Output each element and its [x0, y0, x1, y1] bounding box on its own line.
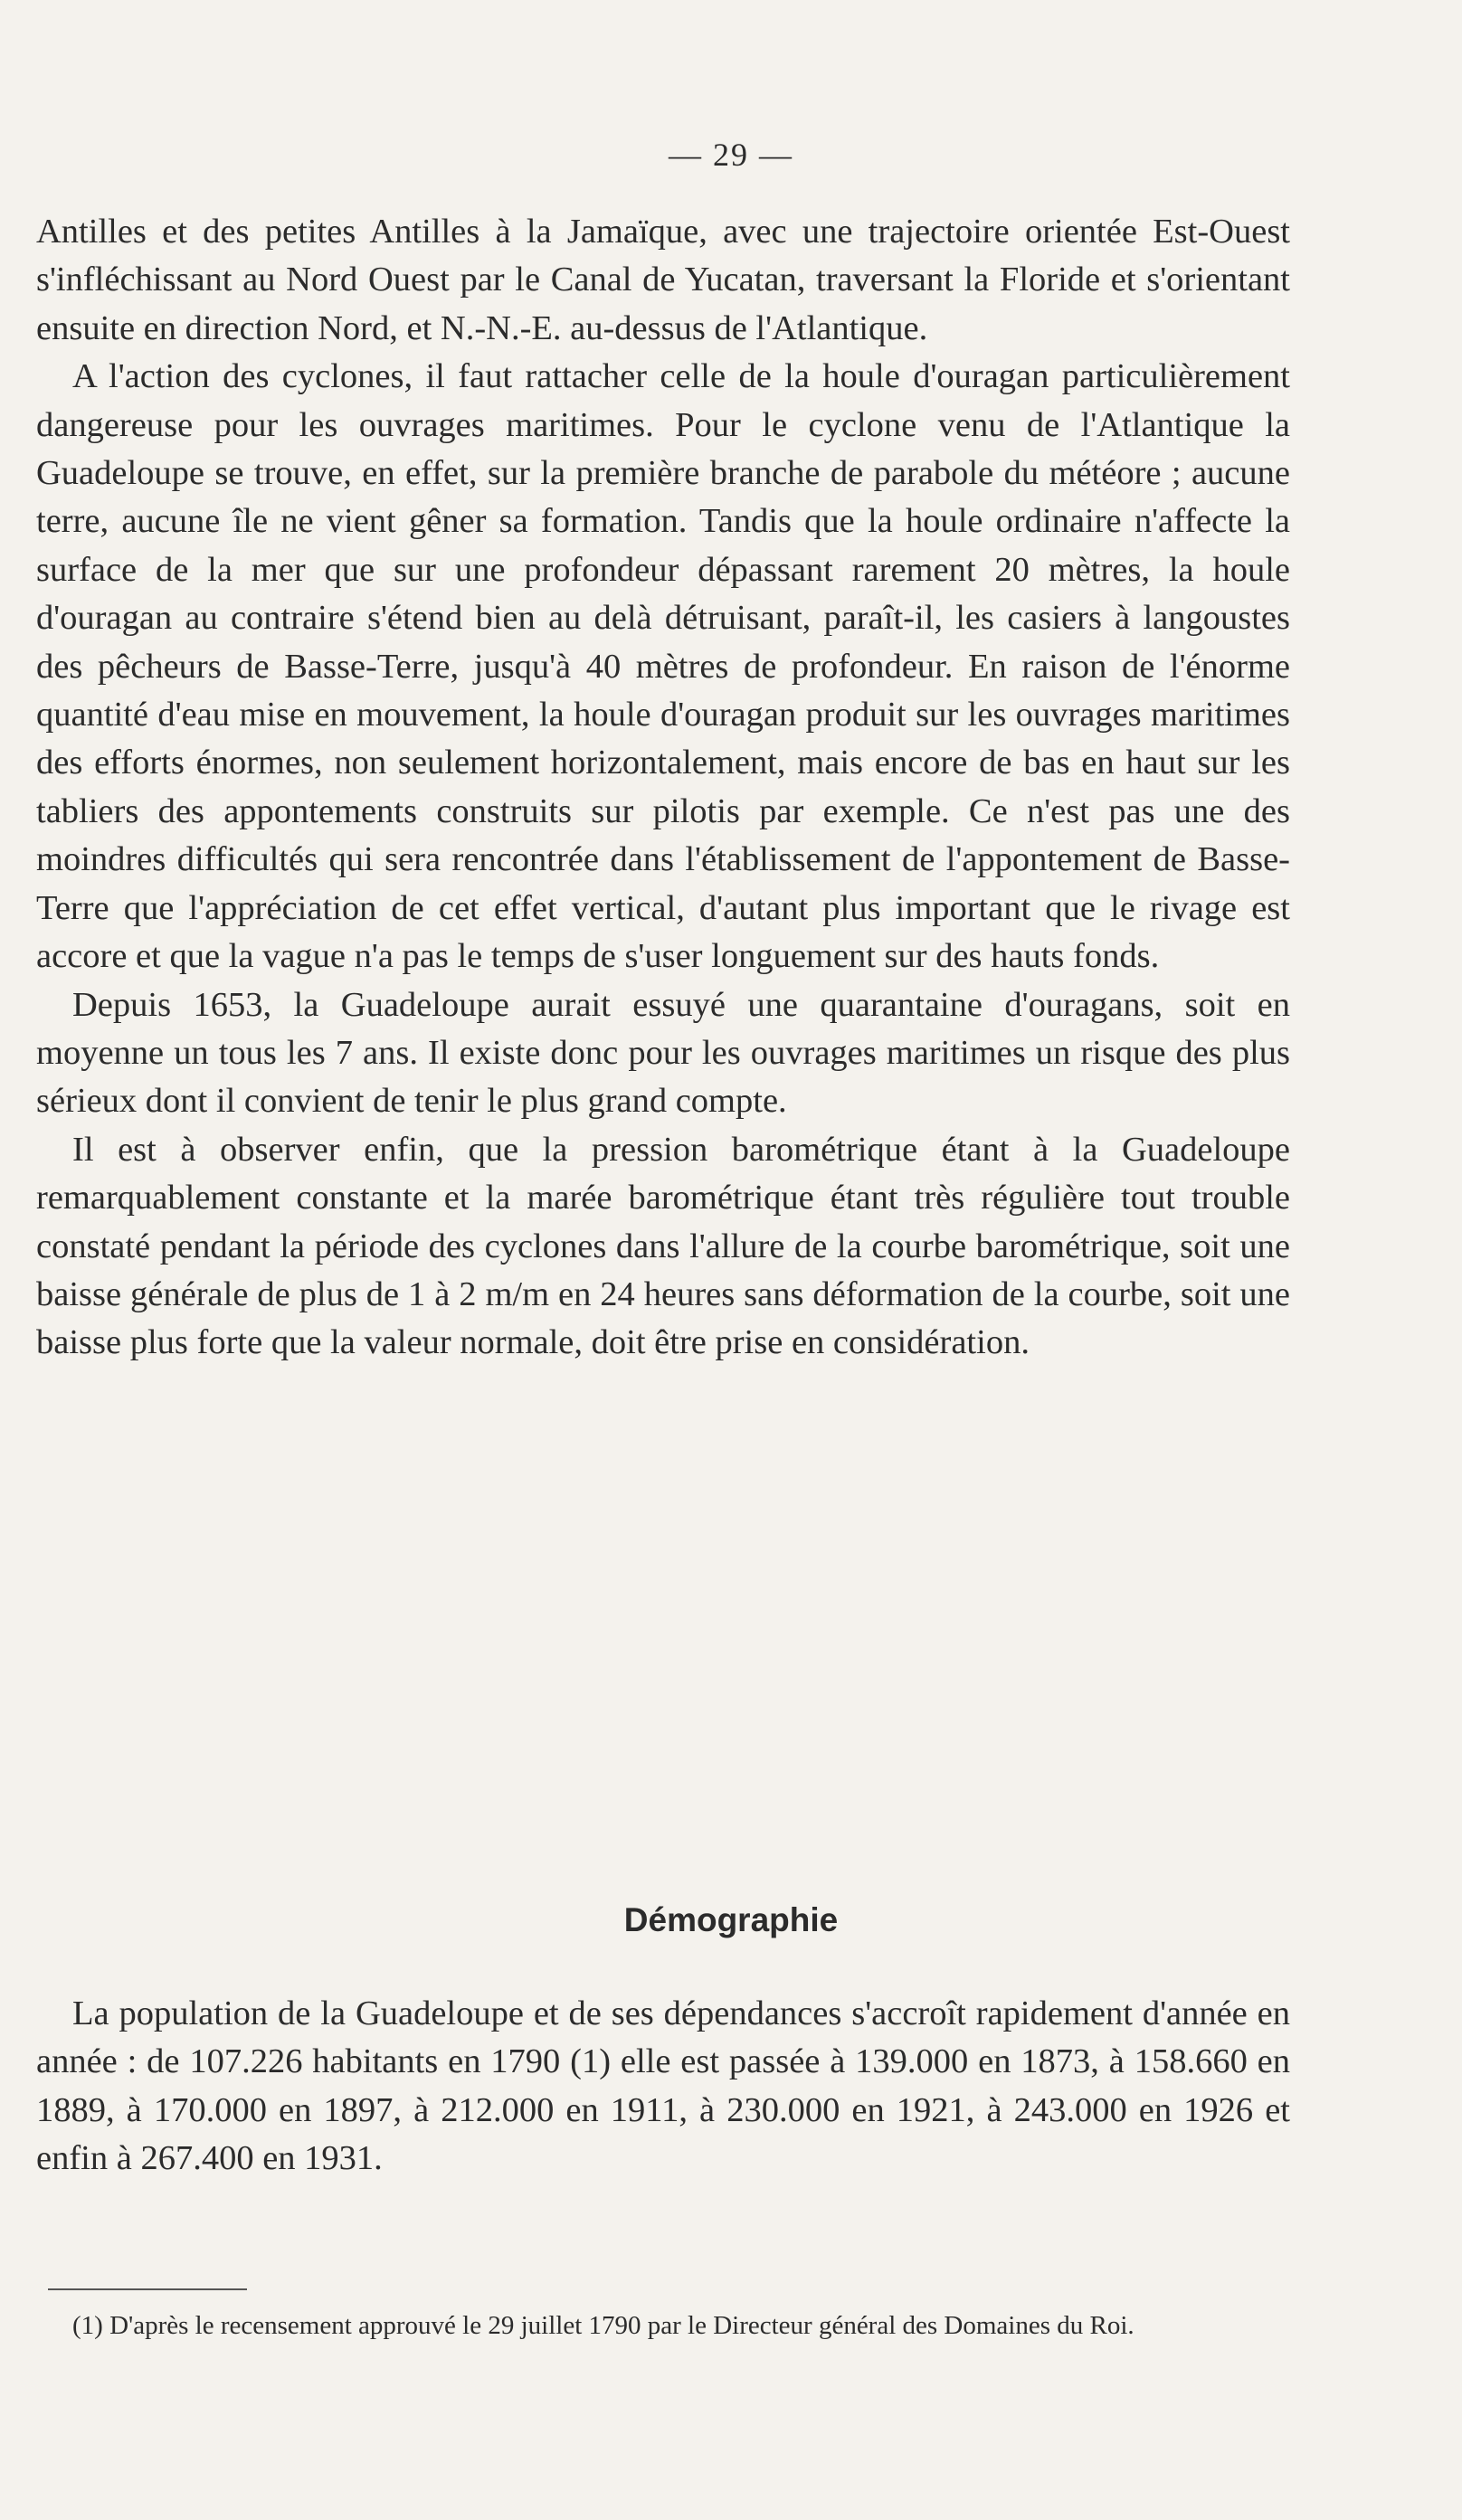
paragraph-4: Il est à observer enfin, que la pression barométrique étant à la Guadeloupe remarquablement constante et la marée barométrique étant très régulière tout trouble constaté pendant la période des cyclones dans l'allure de la courbe barométrique, soit une baisse générale de plus de 1 à 2 m/m en 24 heures sans déformation de la courbe, soit une baisse plus forte que la valeur normale, doit être prise en considération. — [36, 1130, 1290, 1362]
footnote-divider — [48, 2288, 247, 2290]
paragraph-2: A l'action des cyclones, il faut rattacher celle de la houle d'ouragan particulièrement dangereuse pour les ouvrages maritimes. Pour le cyclone venu de l'Atlantique la Guadeloupe se trouve, en effet, sur la première branche de parabole du météore ; aucune terre, aucune île ne vient gêner sa formation. Tandis que la houle ordinaire n'affecte la surface de la mer que sur une profondeur dépassant rarement 20 mètres, la houle d'ouragan au contraire s'étend bien au delà détruisant, paraît-il, les casiers à langoustes des pêcheurs de Basse-Terre, jusqu'à 40 mètres de profondeur. En raison de l'énorme quantité d'eau mise en mouvement, la houle d'ouragan produit sur les ouvrages maritimes des efforts énormes, non seulement horizontalement, mais encore de bas en haut sur les tabliers des appontements construits sur pilotis par exemple. Ce n'est pas une des moindres difficultés qui sera rencontrée dans l'établissement de l'appontement de Basse-Terre que l'appréciation de cet effet vertical, d'autant plus important que le rivage est accore et que la vague n'a pas le temps de s'user longuement sur des hauts fonds. — [36, 357, 1290, 976]
footnote: (1) D'après le recensement approuvé le 29 juillet 1790 par le Directeur général des Domaines du Roi. — [72, 2311, 1134, 2340]
paragraph-1: Antilles et des petites Antilles à la Jamaïque, avec une trajectoire orientée Est-Ouest s'infléchissant au Nord Ouest par le Canal de Yucatan, traversant la Floride et s'orientant ensuite en direction Nord, et N.-N.-E. au-dessus de l'Atlantique. — [36, 213, 1290, 347]
section-body — [36, 1990, 1290, 2184]
main-text — [36, 208, 1290, 1368]
page-number: — 29 — — [669, 137, 793, 173]
section-title: Démographie — [623, 1901, 839, 1938]
paragraph-3: Depuis 1653, la Guadeloupe aurait essuyé une quarantaine d'ouragans, soit en moyenne un tous les 7 ans. Il existe donc pour les ouvrages maritimes un risque des plus sérieux dont il convient de tenir le plus grand compte. — [36, 985, 1290, 1121]
demographics-paragraph: La population de la Guadeloupe et de ses dépendances s'accroît rapidement d'année en année : de 107.226 habitants en 1790 (1) elle est passée à 139.000 en 1873, à 158.660 en 1889, à 170.000 en 1897, à 212.000 en 1911, à 230.000 en 1921, à 243.000 en 1926 et enfin à 267.400 en 1931. — [36, 1994, 1290, 2178]
